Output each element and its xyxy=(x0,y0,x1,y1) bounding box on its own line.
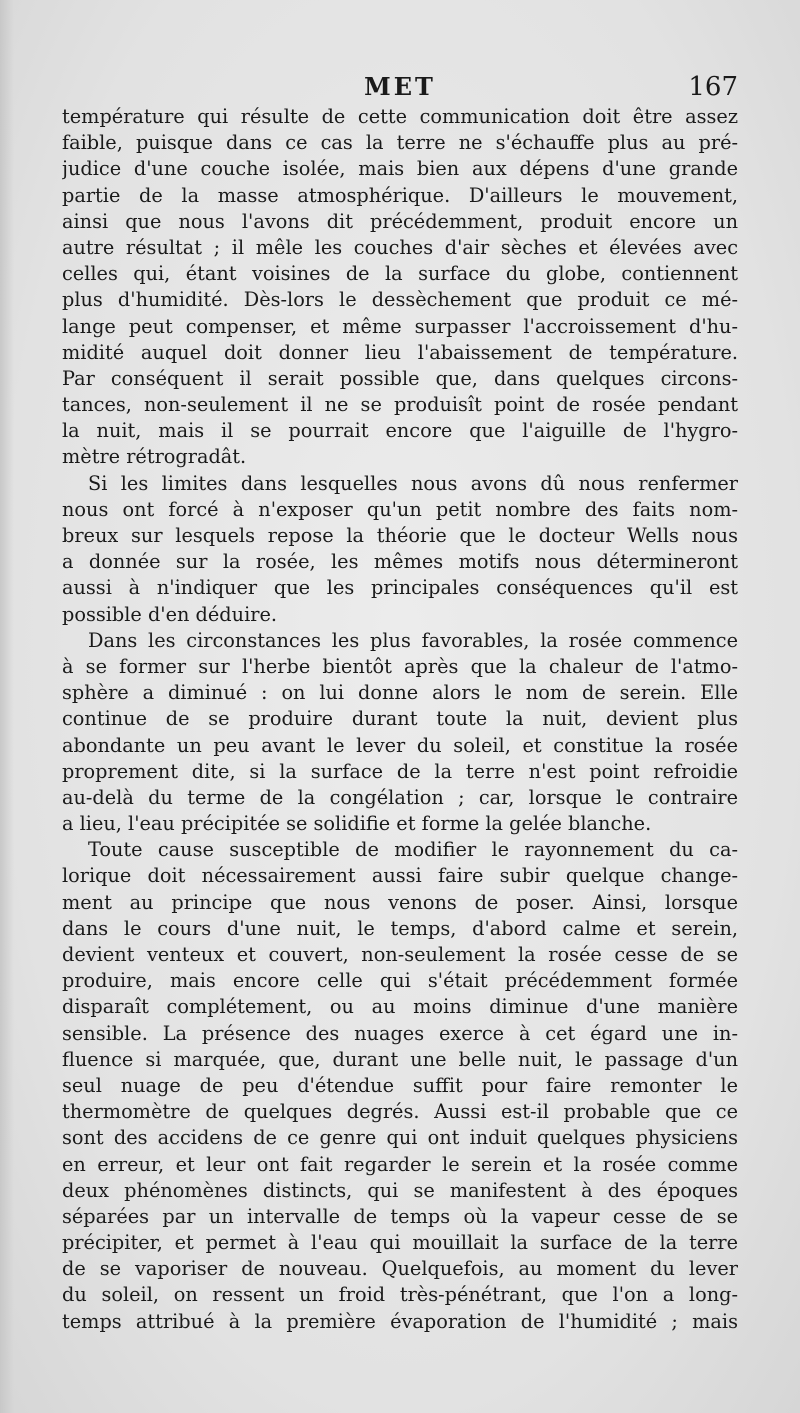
text-line: celles qui, étant voisines de la surface du globe, contiennent xyxy=(62,262,738,286)
text-line: de se vaporiser de nouveau. Quelquefois, au moment du lever xyxy=(62,1257,738,1281)
text-line: dans le cours d'une nuit, le temps, d'abord calme et serein, xyxy=(62,916,738,940)
text-line: séparées par un intervalle de temps où la vapeur cesse de se xyxy=(62,1204,738,1228)
text-line: plus d'humidité. Dès-lors le dessèchement que produit ce mé- xyxy=(62,288,738,312)
text-line: midité auquel doit donner lieu l'abaissement de température. xyxy=(62,340,738,364)
text-line: température qui résulte de cette communication doit être assez xyxy=(62,105,738,128)
text-line: tances, non-seulement il ne se produisît point de rosée pendant xyxy=(62,393,738,417)
page-number: 167 xyxy=(688,72,738,102)
text-line: nous ont forcé à n'exposer qu'un petit nombre des faits nom- xyxy=(62,497,738,521)
text-line: Toute cause susceptible de modifier le rayonnement du ca- xyxy=(88,838,738,862)
text-line: devient venteux et couvert, non-seulement la rosée cesse de se xyxy=(62,943,738,966)
text-line: sphère a diminué : on lui donne alors le nom de serein. Elle xyxy=(62,681,738,705)
text-line: du soleil, on ressent un froid très-pénétrant, que l'on a long- xyxy=(62,1283,738,1307)
text-line: a lieu, l'eau précipitée se solidifie et forme la gelée blanche. xyxy=(62,812,652,836)
text-line: sont des accidens de ce genre qui ont induit quelques physiciens xyxy=(62,1126,738,1150)
text-line: faible, puisque dans ce cas la terre ne s'échauffe plus au pré- xyxy=(62,131,738,155)
text-line: mètre rétrogradât. xyxy=(62,445,247,469)
text-line: seul nuage de peu d'étendue suffit pour faire remonter le xyxy=(62,1073,738,1097)
text-line: aussi à n'indiquer que les principales conséquences qu'il est xyxy=(62,576,738,600)
text-line: Par conséquent il serait possible que, dans quelques circons- xyxy=(62,366,738,390)
text-line: thermomètre de quelques degrés. Aussi est-il probable que ce xyxy=(62,1100,738,1124)
page-gutter-shadow xyxy=(0,0,14,1413)
text-line: possible d'en déduire. xyxy=(62,602,277,626)
text-line: fluence si marquée, que, durant une belle nuit, le passage d'un xyxy=(62,1047,738,1071)
text-line: autre résultat ; il mêle les couches d'air sèches et élevées avec xyxy=(62,235,738,259)
text-line: continue de se produire durant toute la nuit, devient plus xyxy=(62,707,738,731)
text-line: précipiter, et permet à l'eau qui mouillait la surface de la terre xyxy=(62,1231,738,1255)
text-line: Dans les circonstances les plus favorables, la rosée commence xyxy=(88,628,738,652)
text-line: a donnée sur la rosée, les mêmes motifs nous détermineront xyxy=(62,550,738,574)
body-text xyxy=(62,104,738,1335)
text-line: judice d'une couche isolée, mais bien aux dépens d'une grande xyxy=(62,157,738,181)
text-line: disparaît complétement, ou au moins diminue d'une manière xyxy=(62,995,738,1019)
running-head: MET xyxy=(364,72,436,101)
text-line: en erreur, et leur ont fait regarder le serein et la rosée comme xyxy=(62,1152,738,1176)
text-line: lorique doit nécessairement aussi faire subir quelque change- xyxy=(62,864,738,888)
page-header xyxy=(62,72,738,106)
text-line: proprement dite, si la surface de la terre n'est point refroidie xyxy=(62,759,738,783)
text-line: deux phénomènes distincts, qui se manifestent à des époques xyxy=(62,1178,738,1202)
text-line: breux sur lesquels repose la théorie que le docteur Wells nous xyxy=(62,524,738,547)
text-line: la nuit, mais il se pourrait encore que l'aiguille de l'hygro- xyxy=(62,419,738,443)
text-line: ment au principe que nous venons de poser. Ainsi, lorsque xyxy=(62,890,738,914)
text-line: sensible. La présence des nuages exerce à cet égard une in- xyxy=(62,1021,738,1045)
text-line: produire, mais encore celle qui s'était précédemment formée xyxy=(62,969,738,993)
text-line: au-delà du terme de la congélation ; car, lorsque le contraire xyxy=(62,785,738,809)
text-line: abondante un peu avant le lever du soleil, et constitue la rosée xyxy=(62,733,738,757)
text-line: lange peut compenser, et même surpasser l'accroissement d'hu- xyxy=(62,314,738,338)
text-line: temps attribué à la première évaporation de l'humidité ; mais xyxy=(62,1309,738,1333)
text-line: ainsi que nous l'avons dit précédemment, produit encore un xyxy=(62,209,738,233)
text-line: à se former sur l'herbe bientôt après que la chaleur de l'atmo- xyxy=(62,654,738,678)
text-line: Si les limites dans lesquelles nous avons dû nous renfermer xyxy=(88,471,738,495)
text-line: partie de la masse atmosphérique. D'ailleurs le mouvement, xyxy=(62,183,738,207)
